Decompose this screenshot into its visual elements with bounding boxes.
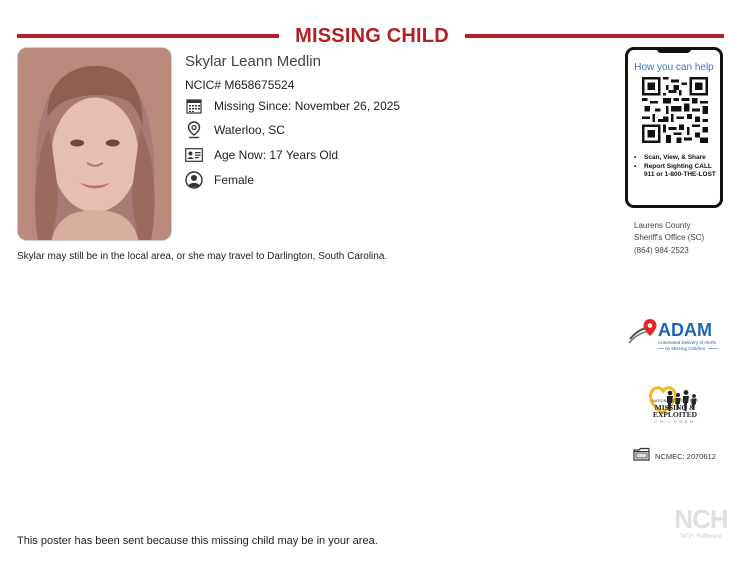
- agency-phone[interactable]: (864) 984-2523: [634, 246, 689, 255]
- ncmec-line3: EXPLOITED: [652, 410, 698, 420]
- age-text: Age Now: 17 Years Old: [214, 148, 339, 162]
- ncmec-line4: CHILDREN: [654, 418, 696, 424]
- ncmec-logo-text: [646, 400, 704, 424]
- help-phone-panel: [625, 47, 723, 208]
- header-bar-right: [465, 34, 724, 38]
- footer-note: This poster has been sent because this missing child may be in your area.: [17, 535, 378, 547]
- child-name: Skylar Leann Medlin: [185, 53, 321, 70]
- nch-watermark-logo: NCH: [674, 504, 728, 534]
- page-title: MISSING CHILD: [295, 25, 449, 47]
- phone-notch: [657, 47, 691, 53]
- travel-note: Skylar may still be in the local area, or she may travel to Darlington, South Carolina.: [17, 251, 388, 262]
- help-bullet-report: • Report Sighting CALL 911 or 1-800-THE-LOST: [634, 163, 720, 180]
- header-bar-left: [17, 34, 279, 38]
- location-pin-icon: [185, 121, 203, 139]
- svg-text:ADAM: ADAM: [658, 320, 712, 340]
- child-photo: [17, 47, 172, 241]
- nch-watermark: [672, 505, 730, 545]
- agency-name-line2: Sheriff's Office (SC): [634, 233, 705, 242]
- sex-text: Female: [214, 173, 255, 187]
- missing-since-text: Missing Since: November 26, 2025: [214, 99, 401, 113]
- svg-text:Automated Delivery of Alerts: Automated Delivery of Alerts: [658, 340, 716, 345]
- calendar-icon: [185, 97, 203, 115]
- age-row: [185, 145, 339, 165]
- missing-since-row: [185, 96, 401, 116]
- svg-text:on Missing Children: on Missing Children: [665, 346, 706, 351]
- how-you-can-help-title: How you can help: [634, 62, 714, 73]
- qr-code[interactable]: [642, 77, 708, 143]
- adam-logo: [628, 319, 724, 355]
- person-icon: [185, 171, 203, 189]
- ncmec-id-row: [633, 447, 716, 466]
- sex-row: [185, 170, 255, 190]
- ncmec-id-text: NCMEC: 2070612: [655, 452, 716, 461]
- ncmec-line1: NATIONAL CENTER FOR: [651, 399, 699, 403]
- agency-name-line1: Laurens County: [634, 221, 691, 230]
- folder-icon: [633, 447, 650, 466]
- ncmec-line2: MISSING &: [654, 402, 696, 412]
- ncic-number: NCIC# M658675524: [185, 78, 295, 92]
- nch-watermark-text: NCH Software: [680, 533, 722, 540]
- location-row: [185, 120, 285, 140]
- help-bullet-share: • Scan, View, & Share: [634, 154, 720, 163]
- location-text: Waterloo, SC: [214, 123, 285, 137]
- id-card-icon: [185, 146, 203, 164]
- help-bullets: [634, 154, 720, 180]
